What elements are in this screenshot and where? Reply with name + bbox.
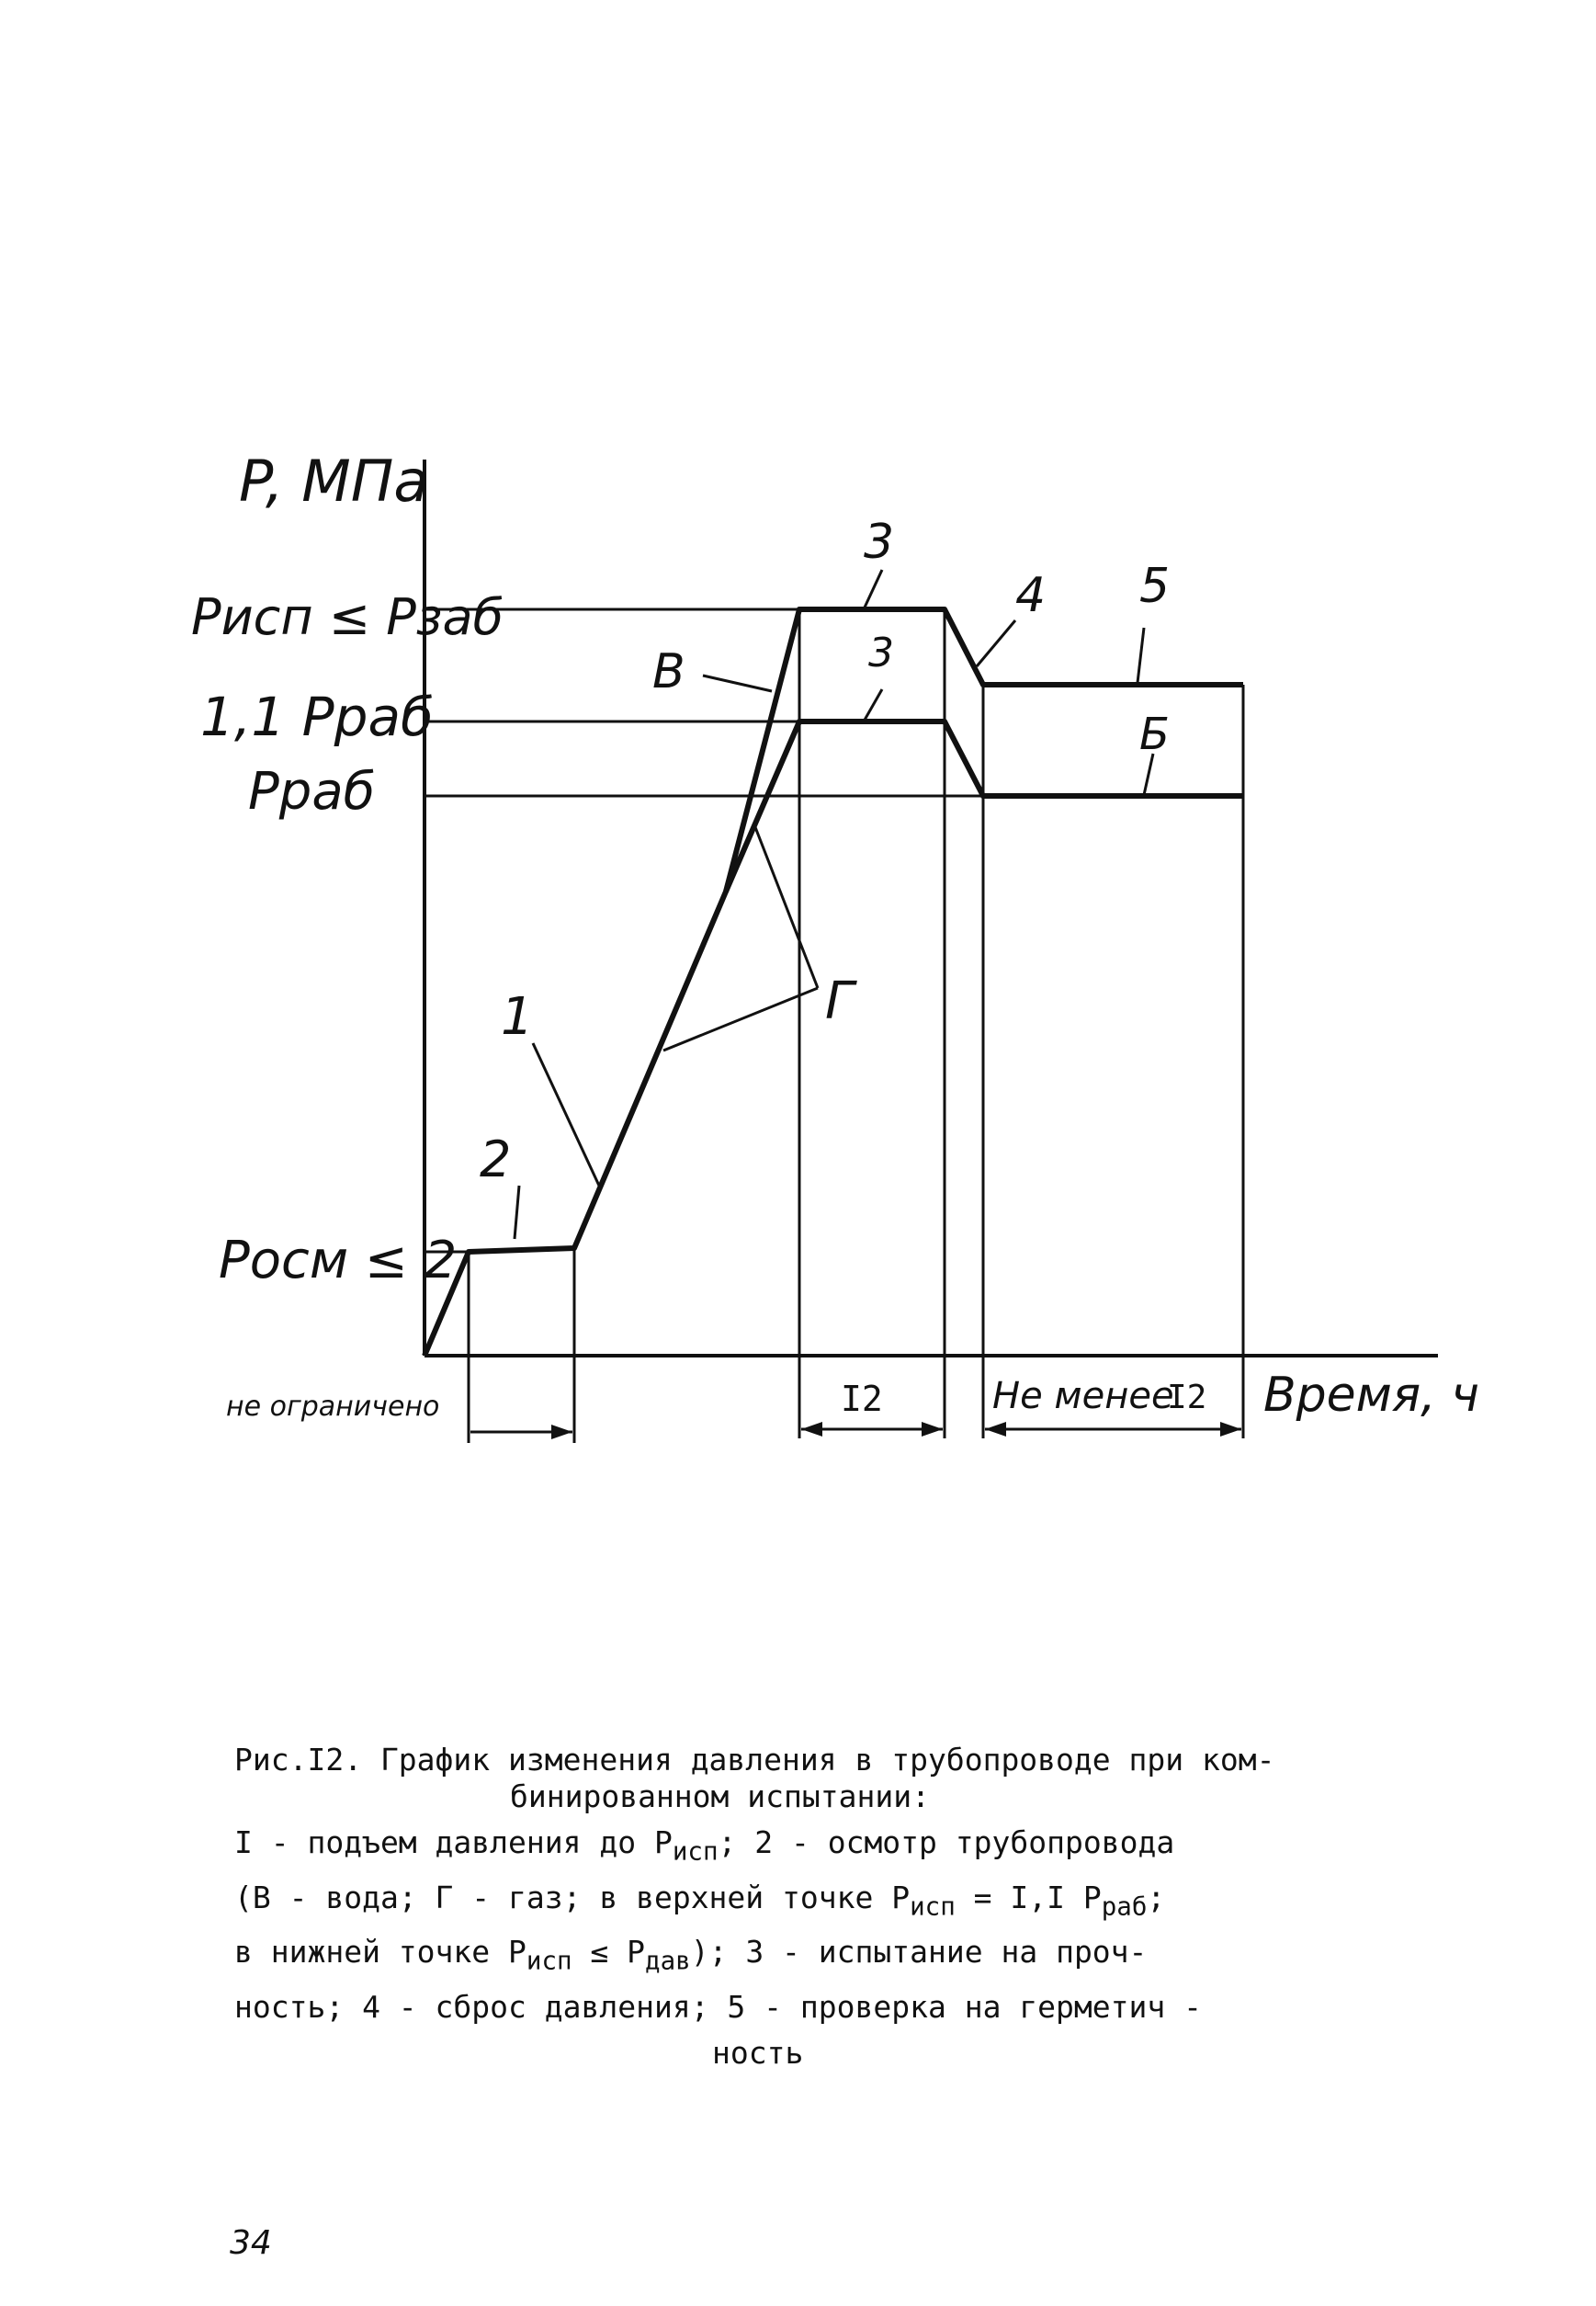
callout-3-upper: 3	[864, 515, 895, 570]
caption-line-2	[234, 1875, 1383, 1930]
leader-g-b	[663, 988, 818, 1051]
caption-line-1	[234, 1820, 1383, 1875]
leader-3-upper	[864, 570, 882, 609]
caption-line-3	[234, 1929, 1383, 1984]
callout-b-water: В	[652, 644, 685, 699]
caption-title-line1: Рис.I2. График изменения давления в трубопроводе при ком-	[234, 1742, 1275, 1778]
caption-title-line2: бинированном испытании:	[510, 1778, 930, 1814]
label-p-osm: Pосм ≤ 2	[219, 1231, 458, 1290]
callout-g-gas: Г	[825, 971, 855, 1031]
arrowhead-tight-left	[985, 1422, 1006, 1437]
caption-text: ≤ P	[572, 1934, 646, 1971]
caption-text: в нижней точке P	[234, 1934, 526, 1971]
callout-4: 4	[1015, 568, 1047, 623]
caption-subscript: исп	[910, 1891, 956, 1922]
leader-2	[515, 1186, 519, 1239]
caption-text: = I,I P	[955, 1879, 1102, 1915]
arrowhead-inspect	[551, 1425, 572, 1439]
callout-3-lower: 3	[868, 630, 894, 676]
leader-3-lower	[864, 689, 882, 721]
caption-text: I - подъем давления до P	[234, 1824, 673, 1860]
callout-5: 5	[1139, 559, 1171, 614]
caption-subscript: исп	[526, 1946, 572, 1976]
label-p-rab: Pраб	[248, 762, 376, 822]
x-axis-label: Время, ч	[1263, 1368, 1479, 1423]
duration-not-less-prefix: Не менее	[992, 1375, 1174, 1417]
leader-g-a	[755, 827, 818, 988]
caption-line-4: ность; 4 - сброс давления; 5 - проверка на герметич -	[234, 1988, 1202, 2025]
duration-not-less-value: I2	[1167, 1379, 1207, 1416]
page-number: 34	[230, 2224, 272, 2262]
figure-caption	[234, 1737, 1383, 2076]
caption-text: ;	[1147, 1879, 1166, 1915]
caption-subscript: раб	[1101, 1891, 1148, 1922]
duration-unlimited: не ограничено	[226, 1391, 440, 1423]
caption-line-5: ность	[712, 2034, 804, 2071]
callout-1: 1	[501, 987, 534, 1047]
caption-text: ); 3 - испытание на проч-	[690, 1934, 1148, 1971]
leader-5	[1138, 628, 1144, 683]
leader-b-water	[703, 676, 772, 691]
arrowhead-strength-left	[801, 1422, 822, 1437]
label-p-11: 1,1 Pраб	[200, 686, 434, 748]
callout-b-lower: Б	[1139, 709, 1170, 760]
caption-subscript: дав	[645, 1946, 691, 1976]
leader-1	[533, 1043, 599, 1186]
arrowhead-strength-right	[922, 1422, 943, 1437]
caption-subscript: исп	[672, 1836, 719, 1867]
caption-text: (В - вода; Г - газ; в верхней точке P	[234, 1879, 911, 1915]
duration-strength: I2	[841, 1379, 883, 1419]
caption-text: ; 2 - осмотр трубопровода	[718, 1824, 1175, 1860]
y-axis-label: P, МПа	[239, 448, 429, 515]
label-p-isp: Pисп ≤ Pзаб	[191, 588, 504, 646]
leader-4	[977, 620, 1015, 666]
callout-2: 2	[480, 1130, 512, 1188]
arrowhead-tight-right	[1220, 1422, 1241, 1437]
